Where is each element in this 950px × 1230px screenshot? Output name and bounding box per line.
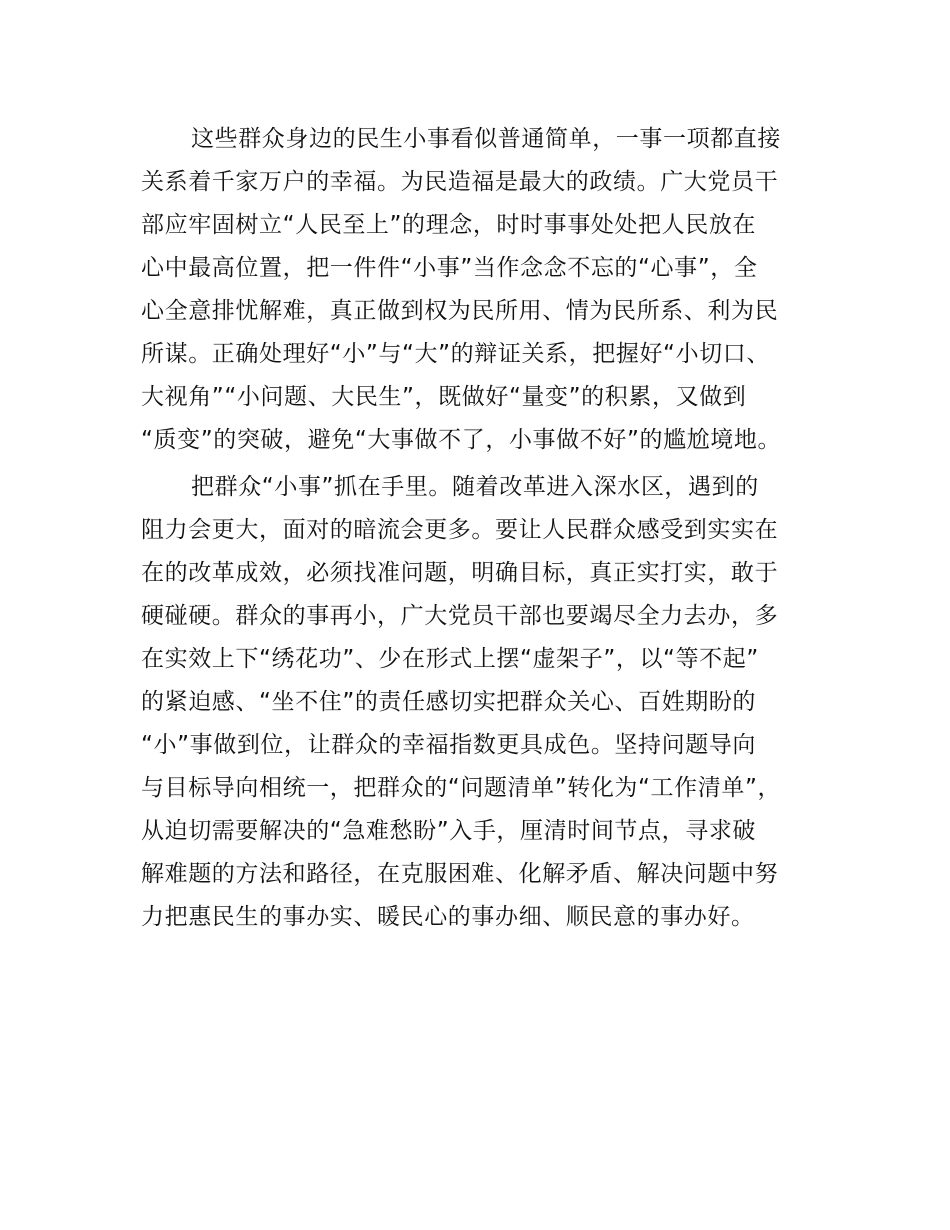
paragraph-line: 阻力会更大，面对的暗流会更多。要让人民群众感受到实实在 xyxy=(141,517,779,543)
paragraph-line: 解难题的方法和路径，在克服困难、化解矛盾、解决问题中努 xyxy=(141,861,779,887)
paragraph-line: 这些群众身边的民生小事看似普通简单，一事一项都直接 xyxy=(191,126,781,152)
document-body xyxy=(141,118,821,943)
paragraph-line: 心中最高位置，把一件件“小事”当作念念不忘的“心事”，全 xyxy=(141,255,758,281)
paragraph-1 xyxy=(141,118,821,462)
paragraph-line: “质变”的突破，避免“大事做不了，小事做不好”的尴尬境地。 xyxy=(141,427,782,453)
paragraph-line: 心全意排忧解难，真正做到权为民所用、情为民所系、利为民 xyxy=(141,298,779,324)
paragraph-line: 在的改革成效，必须找准问题，明确目标，真正实打实，敢于 xyxy=(141,560,779,586)
paragraph-2 xyxy=(141,466,821,939)
paragraph-line: 把群众“小事”抓在手里。随着改革进入深水区，遇到的 xyxy=(191,474,759,500)
paragraph-line: 在实效上下“绣花功”、少在形式上摆“虚架子”，以“等不起” xyxy=(141,646,759,672)
paragraph-line: 与目标导向相统一，把群众的“问题清单”转化为“工作清单”， xyxy=(141,775,782,801)
paragraph-line: 部应牢固树立“人民至上”的理念，时时事事处处把人民放在 xyxy=(141,212,757,238)
paragraph-line: 大视角”“小问题、大民生”，既做好“量变”的积累，又做到 xyxy=(141,384,747,410)
paragraph-line: 硬碰硬。群众的事再小，广大党员干部也要竭尽全力去办，多 xyxy=(141,603,779,629)
paragraph-line: 所谋。正确处理好“小”与“大”的辩证关系，把握好“小切口、 xyxy=(141,341,770,367)
paragraph-line: 从迫切需要解决的“急难愁盼”入手，厘清时间节点，寻求破 xyxy=(141,818,757,844)
paragraph-line: 关系着千家万户的幸福。为民造福是最大的政绩。广大党员干 xyxy=(141,169,779,195)
paragraph-line: 的紧迫感、“坐不住”的责任感切实把群众关心、百姓期盼的 xyxy=(141,689,757,715)
paragraph-line: 力把惠民生的事办实、暖民心的事办细、顺民意的事办好。 xyxy=(141,904,755,930)
paragraph-line: “小”事做到位，让群众的幸福指数更具成色。坚持问题导向 xyxy=(141,732,757,758)
